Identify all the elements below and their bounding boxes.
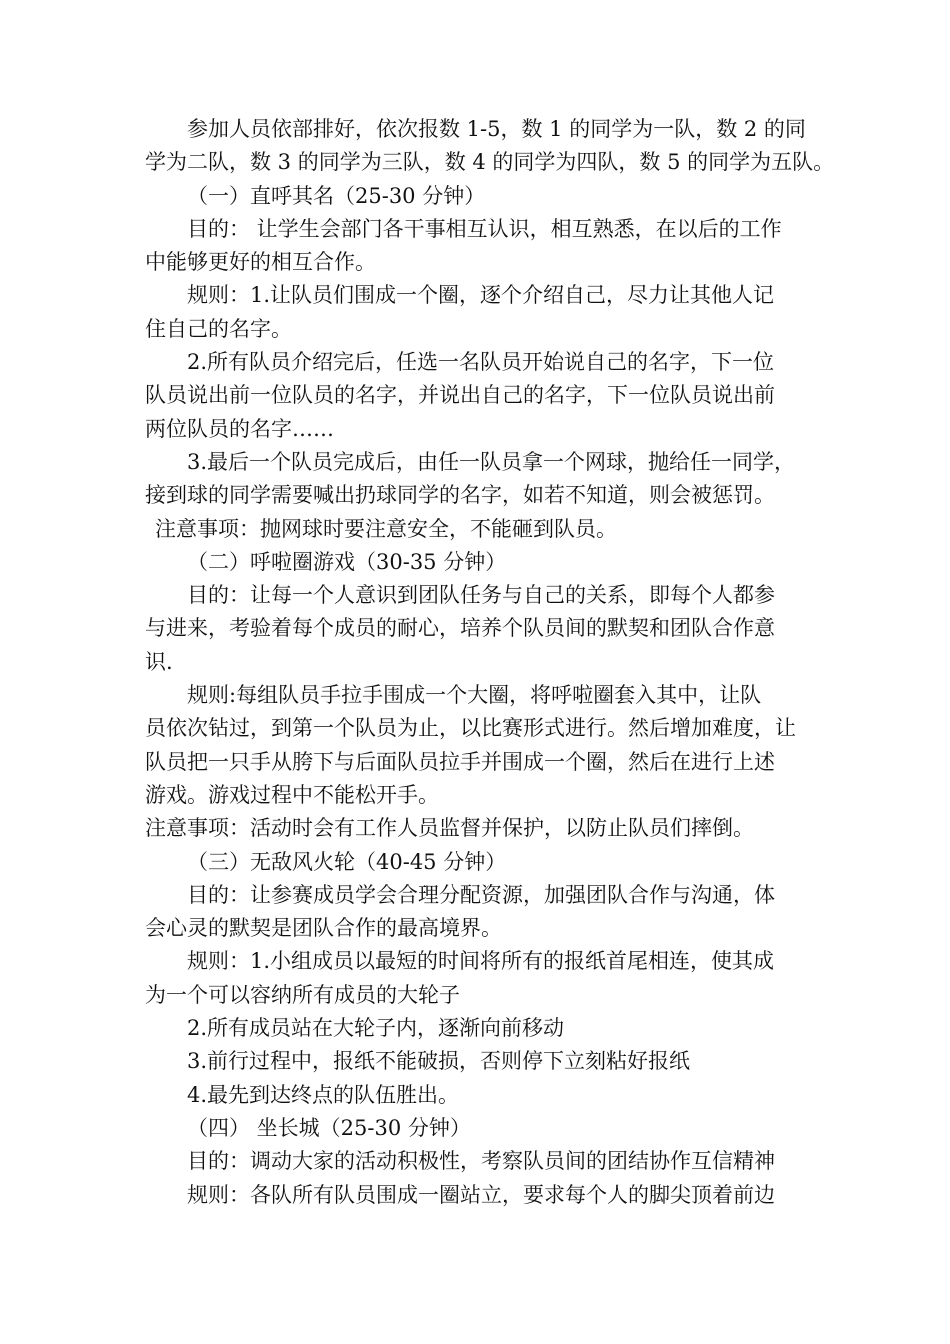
text-line: 注意事项：抛网球时要注意安全，不能砸到队员。 bbox=[155, 516, 617, 541]
text-line: 规则：1.让队员们围成一个圈，逐个介绍自己，尽力让其他人记 bbox=[187, 283, 775, 308]
section-heading: （一）直呼其名（25-30 分钟） bbox=[187, 183, 486, 208]
text-line: 目的： 让学生会部门各干事相互认识，相互熟悉，在以后的工作 bbox=[187, 216, 782, 241]
text-line: 2.所有成员站在大轮子内，逐渐向前移动 bbox=[187, 1016, 565, 1041]
text-line: 中能够更好的相互合作。 bbox=[145, 250, 376, 275]
text-line: 注意事项：活动时会有工作人员监督并保护，以防止队员们摔倒。 bbox=[145, 816, 754, 841]
text-line: 识. bbox=[145, 649, 173, 674]
section-heading: （四） 坐长城（25-30 分钟） bbox=[187, 1115, 471, 1140]
section-heading: （三）无敌风火轮（40-45 分钟） bbox=[187, 849, 507, 874]
text-line: 目的：调动大家的活动积极性，考察队员间的团结协作互信精神 bbox=[187, 1149, 775, 1174]
text-line: 目的：让每一个人意识到团队任务与自己的关系，即每个人都参 bbox=[187, 583, 775, 608]
text-line: 队员把一只手从胯下与后面队员拉手并围成一个圈，然后在进行上述 bbox=[145, 749, 775, 774]
text-line: 住自己的名字。 bbox=[145, 316, 292, 341]
text-line: 游戏。游戏过程中不能松开手。 bbox=[145, 782, 439, 807]
text-line: 与进来，考验着每个成员的耐心，培养个队员间的默契和团队合作意 bbox=[145, 616, 775, 641]
text-line: 2.所有队员介绍完后，任选一名队员开始说自己的名字，下一位 bbox=[187, 350, 775, 375]
text-line: 4.最先到达终点的队伍胜出。 bbox=[187, 1082, 460, 1107]
text-line: 3.前行过程中，报纸不能破损，否则停下立刻粘好报纸 bbox=[187, 1049, 691, 1074]
text-line: 目的：让参赛成员学会合理分配资源，加强团队合作与沟通，体 bbox=[187, 882, 775, 907]
text-line: 规则：各队所有队员围成一圈站立，要求每个人的脚尖顶着前边 bbox=[187, 1182, 775, 1207]
document-body bbox=[145, 113, 835, 1212]
text-line: 为一个可以容纳所有成员的大轮子 bbox=[145, 982, 460, 1007]
text-line: 规则:每组队员手拉手围成一个大圈，将呼啦圈套入其中，让队 bbox=[187, 683, 762, 708]
text-line: 参加人员依部排好，依次报数 1-5，数 1 的同学为一队，数 2 的同 bbox=[187, 117, 806, 141]
text-line: 接到球的同学需要喊出扔球同学的名字，如若不知道，则会被惩罚。 bbox=[145, 483, 775, 508]
text-line: 规则：1.小组成员以最短的时间将所有的报纸首尾相连，使其成 bbox=[187, 949, 775, 974]
text-line: 员依次钻过，到第一个队员为止，以比赛形式进行。然后增加难度，让 bbox=[145, 716, 796, 741]
text-line: 学为二队，数 3 的同学为三队，数 4 的同学为四队，数 5 的同学为五队。 bbox=[145, 150, 835, 175]
text-line: 会心灵的默契是团队合作的最高境界。 bbox=[145, 916, 502, 941]
text-line: 两位队员的名字…… bbox=[145, 416, 334, 441]
text-line: 队员说出前一位队员的名字，并说出自己的名字，下一位队员说出前 bbox=[145, 383, 775, 408]
section-heading: （二）呼啦圈游戏（30-35 分钟） bbox=[187, 549, 507, 574]
text-line: 3.最后一个队员完成后，由任一队员拿一个网球，抛给任一同学， bbox=[187, 449, 796, 474]
